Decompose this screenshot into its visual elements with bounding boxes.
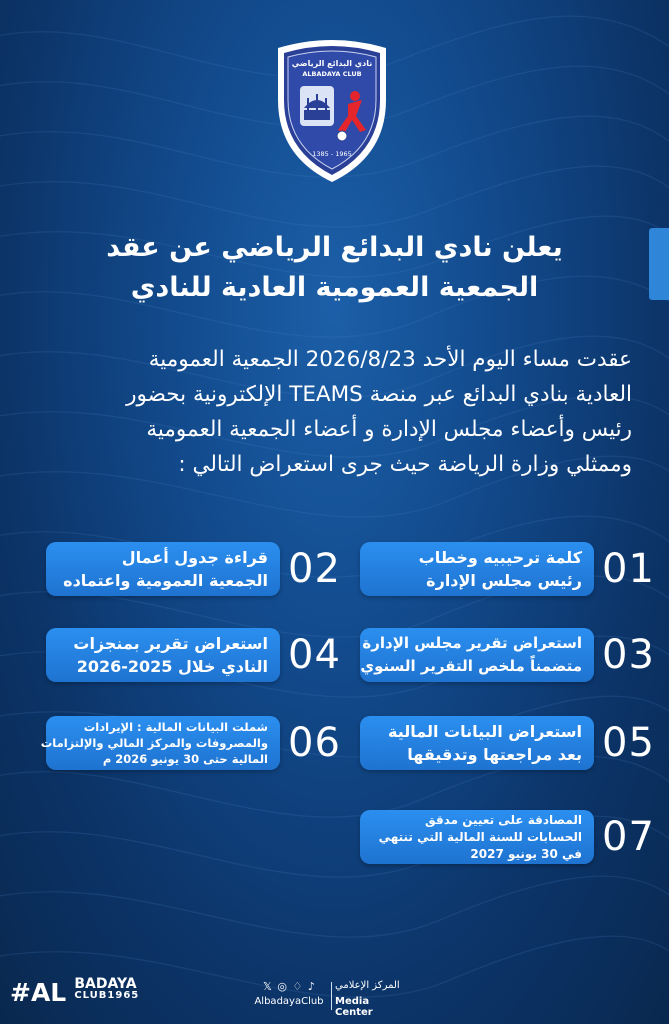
- item-number: 02: [288, 546, 341, 592]
- item-line-1: المصادقة على تعيين مدقق: [425, 813, 582, 827]
- item-line-2: رئيس مجلس الإدارة: [426, 571, 582, 590]
- social-icons: [250, 980, 328, 994]
- item-line-2: بعد مراجعتها وتدقيقها: [407, 745, 582, 764]
- agenda-pill: [46, 542, 280, 596]
- snapchat-icon[interactable]: ♢: [292, 980, 303, 993]
- media-center-footer: [250, 980, 410, 1018]
- brand-bottom: CLUB1965: [74, 990, 140, 1001]
- agenda-item-01: [360, 542, 660, 596]
- headline-line-2: الجمعية العمومية العادية للنادي: [130, 272, 539, 303]
- x-icon[interactable]: 𝕏: [263, 980, 272, 993]
- headline-line-1: يعلن نادي البدائع الرياضي عن عقد: [106, 232, 563, 263]
- club-shield-logo: [270, 38, 394, 184]
- intro-paragraph: [40, 342, 632, 482]
- item-line-1: قراءة جدول أعمال: [121, 548, 268, 567]
- agenda-pill: [46, 628, 280, 682]
- social-handle: AlbadayaClub: [254, 996, 324, 1007]
- agenda-pill: [360, 628, 594, 682]
- intro-line-2: العادية بنادي البدائع عبر منصة TEAMS الإلكترونية بحضور: [126, 382, 632, 407]
- agenda-pill: [360, 542, 594, 596]
- item-line-1: كلمة ترحيبيه وخطاب: [418, 548, 582, 567]
- item-number: 03: [602, 632, 655, 678]
- item-number: 01: [602, 546, 655, 592]
- agenda-pill: [360, 810, 594, 864]
- agenda-item-06: [40, 716, 346, 770]
- item-number: 05: [602, 720, 655, 766]
- item-line-1: شملت البيانات المالية : الإيرادات: [83, 720, 268, 734]
- item-line-1: استعراض تقرير بمنجزات: [73, 634, 268, 653]
- logo-name-ar: نادي البدائع الرياضي: [291, 59, 373, 68]
- brand-hashtag: #AL: [10, 978, 67, 1007]
- side-accent-tab: [649, 228, 669, 300]
- footer-divider: [331, 982, 332, 1010]
- agenda-pill: [40, 716, 280, 770]
- agenda-pill: [360, 716, 594, 770]
- item-line-2: الجمعية العمومية واعتماده: [63, 571, 268, 590]
- item-line-1: استعراض البيانات المالية: [387, 722, 582, 741]
- agenda-item-05: [360, 716, 660, 770]
- item-line-2: الحسابات للسنة المالية التي تنتهي: [378, 830, 582, 844]
- item-number: 06: [288, 720, 341, 766]
- tiktok-icon[interactable]: ♪: [307, 980, 315, 993]
- item-line-2: النادي خلال 2025-2026: [76, 657, 268, 676]
- logo-years: 1385 - 1965: [312, 150, 352, 158]
- footer-brand-mark: [10, 978, 139, 1007]
- agenda-item-03: [360, 628, 660, 682]
- brand-wordmark: [74, 978, 139, 1002]
- intro-line-1: عقدت مساء اليوم الأحد 2026/8/23 الجمعية العمومية: [148, 347, 632, 372]
- brand-top: BADAYA: [74, 976, 137, 992]
- agenda-item-07: [360, 810, 660, 864]
- item-number: 07: [602, 814, 655, 860]
- instagram-icon[interactable]: ◎: [277, 980, 288, 993]
- announcement-headline: [60, 228, 609, 308]
- item-line-2: متضمناً ملخص التقرير السنوي: [360, 657, 582, 675]
- media-center-ar: المركز الإعلامي: [335, 980, 400, 991]
- item-line-3: المالية حتى 30 يونيو 2026 م: [102, 752, 268, 766]
- media-center-en: Media Center: [335, 996, 373, 1018]
- item-number: 04: [288, 632, 341, 678]
- logo-name-en: ALBADAYA CLUB: [302, 70, 362, 78]
- item-line-3: في 30 يونيو 2027: [470, 847, 582, 861]
- intro-line-4: وممثلي وزارة الرياضة حيث جرى استعراض التالي :: [178, 452, 632, 477]
- intro-line-3: رئيس وأعضاء مجلس الإدارة و أعضاء الجمعية العمومية: [146, 417, 632, 442]
- item-line-2: والمصروفات والمركز المالي والإلتزامات: [40, 736, 268, 750]
- agenda-item-02: [46, 542, 346, 596]
- item-line-1: استعراض تقرير مجلس الإدارة: [362, 634, 582, 652]
- agenda-item-04: [46, 628, 346, 682]
